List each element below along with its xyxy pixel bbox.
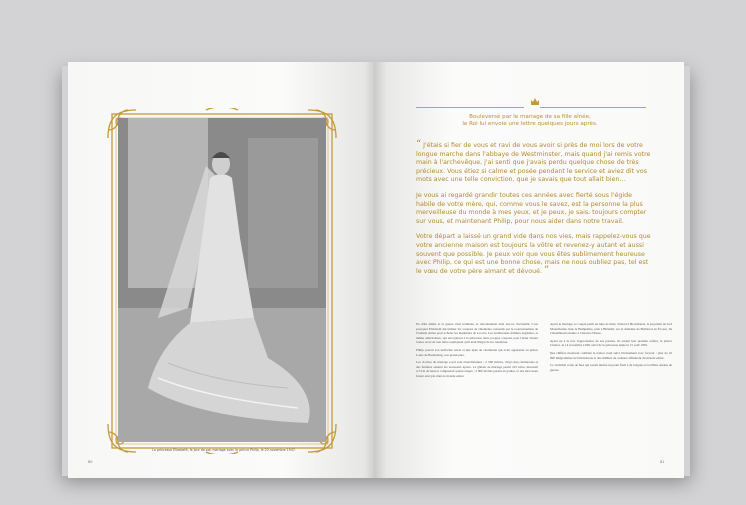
close-quote-icon: ” xyxy=(543,264,550,276)
divider-right xyxy=(540,107,646,108)
letter-quote xyxy=(416,139,652,283)
body-paragraph: Des chiffres montrent combien la nation avait suivi l'événement avec ferveur : plus de 10 000 télégrammes de félicitations et des milliers de cadeaux affluèrent du monde entier. xyxy=(550,350,672,360)
left-page xyxy=(68,62,374,478)
letter-intro-line1: Bouleversé par le mariage de sa fille aînée, xyxy=(469,114,591,120)
page-number-right: 81 xyxy=(660,460,665,464)
quote-paragraph: “ J'étais si fier de vous et ravi de vous avoir si près de moi lors de votre longue marche dans l'abbaye de Westminster, mais quand j'ai remis votre main à l'archevêque, j'ai senti que j'avais perdu quelque chose de très précieux. Vous étiez si calme et posée pendant le service et aviez dit vos mots avec une telle conviction, que je savais que tout allait bien… xyxy=(416,139,651,184)
page-number-left: 80 xyxy=(88,460,93,464)
wedding-photo xyxy=(118,118,326,442)
photo-caption: La princesse Elizabeth, le jour de son mariage avec le prince Philip, le 20 novembre 1947. xyxy=(152,448,296,452)
quote-paragraph: Je vous ai regardé grandir toutes ces années avec fierté sous l'égide habile de votre mère, qui, comme vous le savez, est la personne la plus merveilleuse du monde à mes yeux, et je peux, je sais, toujours compter sur vous, et maintenant Philip, pour nous aider dans notre travail. xyxy=(416,191,647,225)
letter-intro xyxy=(444,114,616,128)
body-paragraph: Philip portait son uniforme naval et une épée de cérémonie qui avait appartenu au prince Louis de Battenberg, son grand-père. xyxy=(416,347,538,357)
body-paragraph: En effet même si la guerre était terminée, le rationnement était encore d'actualité. C'est pourquoi Elizabeth dut utiliser les coupons de vêtements consentis par le Gouvernement de Clement Attlee pour acheter les matériaux de sa robe. Les nombreuses femmes anglaises, et même américaines, qui envoyèrent à la princesse leurs propres coupons pour l'aider durent toutes recevoir une lettre expliquant qu'il était illégal de les transférer. xyxy=(416,322,538,345)
body-column-2 xyxy=(550,322,672,375)
body-column-1 xyxy=(416,322,538,382)
body-paragraph: Ce véritable conte de fées qui venait mettre un point final à de longues et terribles années de guerre. xyxy=(550,363,672,372)
body-paragraph: Après le mariage, le couple partit en lune de miel, d'abord à Broadlands, la propriété de lord Mountbatten dans le Hampshire, puis à Birkhall, sur le domaine de Balmoral en Écosse. Ils s'installèrent ensuite à Clarence House. xyxy=(550,322,672,336)
right-page xyxy=(374,62,684,478)
letter-intro-line2: le Roi lui envoie une lettre quelques jours après. xyxy=(462,121,598,127)
body-paragraph: Ayant eu à la fois l'approbation de ses parents, ils eurent leur premier enfant, le prince Charles, le 14 novembre 1948, suivi de la princesse Anne le 15 août 1950. xyxy=(550,338,672,348)
quote-paragraph: Votre départ a laissé un grand vide dans nos vies, mais rappelez-vous que votre ancienne maison est toujours la vôtre et revenez-y autant et aussi souvent que possible. Je peux voir que vous êtes sublimement heureuse avec Philip, ce qui est une bonne chose, mais ne nous oubliez pas, tel est le vœu de votre père aimant et dévoué. ” xyxy=(416,233,651,276)
body-paragraph: Les cloches du mariage royal sont étourdissantes : 2 500 invités, vingt-cinq cérémonies et des fanfares saluent les nouveaux époux. Le gâteau de mariage pesait 225 kilos, mesurait 2,74 m de haut et comprenait quatre étages ; 2 000 invités purent en goûter, et des morceaux furent envoyés dans le monde entier. xyxy=(416,360,538,378)
divider-left xyxy=(416,107,524,108)
wedding-photo-image xyxy=(118,118,326,442)
crown-icon xyxy=(530,97,540,107)
open-quote-icon: “ xyxy=(416,139,422,150)
